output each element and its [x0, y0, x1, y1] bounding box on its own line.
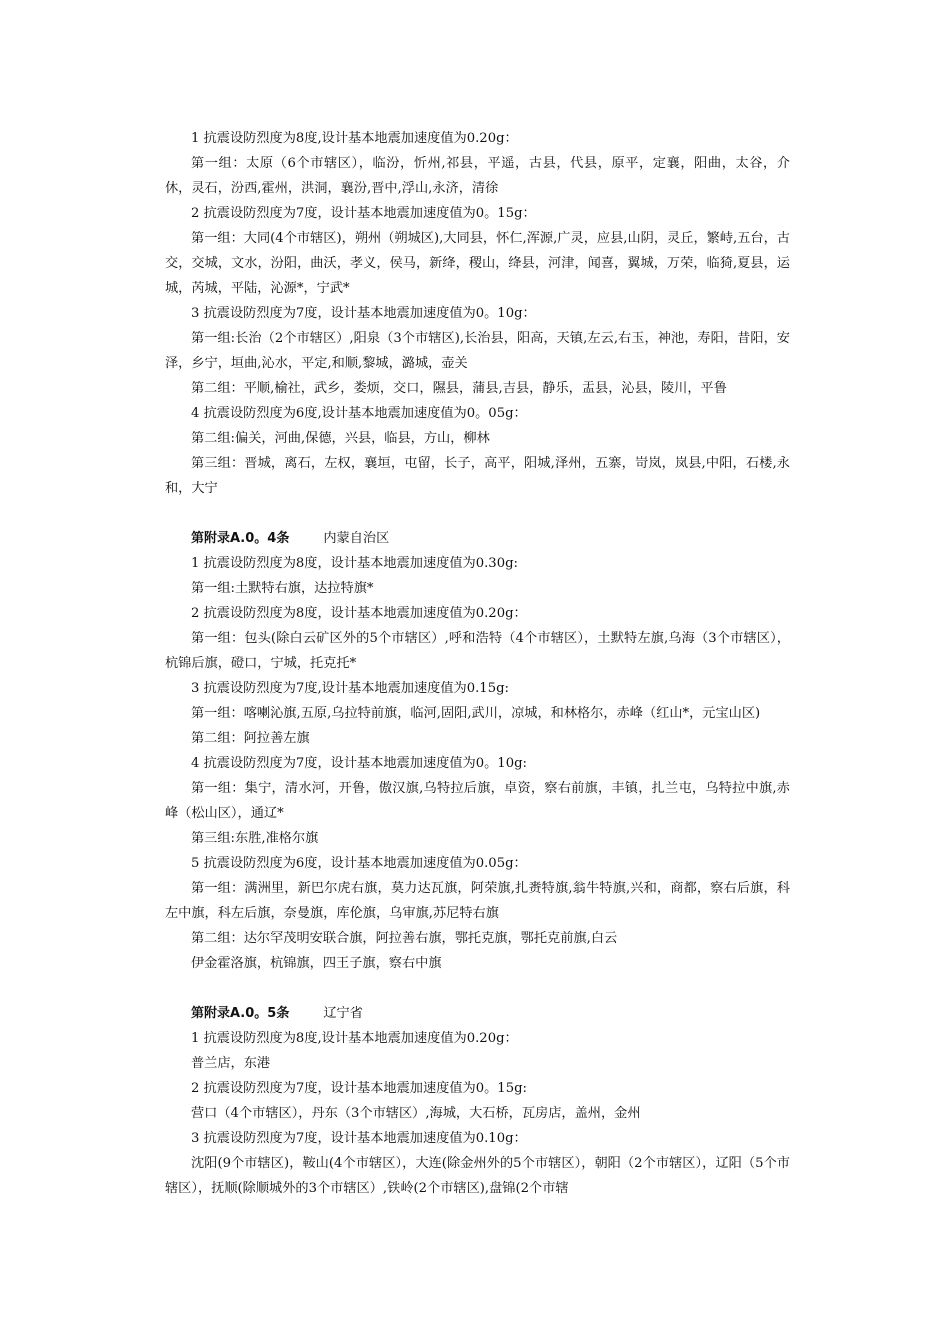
group-line: 第一组：太原（6个市辖区），临汾，忻州,祁县，平遥，古县，代县，原平，定襄，阳曲，太谷，介休，灵石，汾西,霍州，洪洞，襄汾,晋中,浮山,永济，清徐 — [165, 156, 790, 196]
section-spacer — [165, 501, 790, 526]
group-line: 第二组:偏关，河曲,保德，兴县，临县，方山，柳林 — [191, 431, 490, 446]
intensity-line: 5 抗震设防烈度为6度，设计基本地震加速度值为0.05g： — [191, 856, 527, 871]
intensity-line: 3 抗震设防烈度为7度，设计基本地震加速度值为0。10g： — [191, 306, 536, 321]
region-title: 辽宁省 — [323, 1006, 363, 1021]
group-line: 第一组:土默特右旗，达拉特旗* — [191, 581, 374, 596]
section-liaoning — [165, 1001, 790, 1201]
group-line: 第一组：包头(除白云矿区外的5个市辖区）,呼和浩特（4个市辖区），土默特左旗,乌海（3个市辖区），杭锦后旗，磴口，宁城，托克托* — [165, 631, 790, 671]
section-spacer — [165, 976, 790, 1001]
intensity-line: 4 抗震设防烈度为7度，设计基本地震加速度值为0。10g: — [191, 756, 527, 771]
group-line: 第二组：达尔罕茂明安联合旗，阿拉善右旗，鄂托克旗，鄂托克前旗,白云 — [191, 931, 618, 946]
intensity-line: 2 抗震设防烈度为8度，设计基本地震加速度值为0.20g： — [191, 606, 527, 621]
appendix-clause-label: 第附录A.0。4条 — [191, 531, 290, 546]
intensity-line: 2 抗震设防烈度为7度，设计基本地震加速度值为0。15g: — [191, 1081, 527, 1096]
section-heading — [165, 1001, 790, 1026]
intensity-line: 1 抗震设防烈度为8度，设计基本地震加速度值为0.30g: — [191, 556, 518, 571]
section-heading — [165, 526, 790, 551]
intensity-line: 3 抗震设防烈度为7度，设计基本地震加速度值为0.10g： — [191, 1131, 527, 1146]
city-line: 营口（4个市辖区），丹东（3个市辖区）,海城，大石桥，瓦房店，盖州，金州 — [191, 1106, 641, 1121]
intensity-line: 1 抗震设防烈度为8度,设计基本地震加速度值为0.20g： — [191, 1031, 518, 1046]
group-line: 第一组：集宁，清水河，开鲁，傲汉旗,乌特拉后旗，卓资，察右前旗，丰镇，扎兰屯，乌特拉中旗,赤峰（松山区），通辽* — [165, 781, 790, 821]
group-line: 第一组：满洲里，新巴尔虎右旗，莫力达瓦旗，阿荣旗,扎赉特旗,翁牛特旗,兴和，商都，察右后旗，科左中旗，科左后旗，奈曼旗，库伦旗，乌审旗,苏尼特右旗 — [165, 881, 790, 921]
intensity-line: 1 抗震设防烈度为8度,设计基本地震加速度值为0.20g： — [191, 131, 518, 146]
group-line: 第一组:长治（2个市辖区）,阳泉（3个市辖区),长治县，阳高，天镇,左云,右玉，神池，寿阳，昔阳，安泽，乡宁，垣曲,沁水，平定,和顺,黎城，潞城，壶关 — [165, 331, 790, 371]
intensity-line: 2 抗震设防烈度为7度，设计基本地震加速度值为0。15g： — [191, 206, 536, 221]
intensity-line: 4 抗震设防烈度为6度,设计基本地震加速度值为0。05g： — [191, 406, 527, 421]
group-line: 第一组：大同(4个市辖区)，朔州（朔城区),大同县，怀仁,浑源,广灵，应县,山阴，灵丘，繁峙,五台，古交，交城，文水，汾阳，曲沃，孝义，侯马，新绛，稷山，绛县，河津，闻喜，翼城，万荣，临猗,夏县，运城，芮城，平陆，沁源*，宁武* — [165, 231, 790, 296]
group-line: 第三组：晋城，离石，左权，襄垣，屯留，长子，高平，阳城,泽州，五寨，岢岚，岚县,中阳，石楼,永和，大宁 — [165, 456, 790, 496]
group-line: 第一组：喀喇沁旗,五原,乌拉特前旗，临河,固阳,武川，凉城，和林格尔，赤峰（红山*，元宝山区) — [191, 706, 761, 721]
group-line: 第三组:东胜,准格尔旗 — [191, 831, 319, 846]
document-page — [165, 126, 790, 1201]
section-shanxi — [165, 126, 790, 501]
city-line: 沈阳(9个市辖区)，鞍山(4个市辖区），大连(除金州外的5个市辖区），朝阳（2个市辖区），辽阳（5个市辖区），抚顺(除顺城外的3个市辖区）,铁岭(2个市辖区),盘锦(2个市辖 — [165, 1156, 790, 1196]
intensity-line: 3 抗震设防烈度为7度,设计基本地震加速度值为0.15g: — [191, 681, 509, 696]
appendix-clause-label: 第附录A.0。5条 — [191, 1006, 290, 1021]
group-line: 伊金霍洛旗，杭锦旗，四王子旗，察右中旗 — [191, 956, 442, 971]
section-neimenggu — [165, 526, 790, 976]
city-line: 普兰店，东港 — [191, 1056, 271, 1071]
group-line: 第二组：平顺,榆社，武乡，娄烦，交口，隰县，蒲县,吉县，静乐，盂县，沁县，陵川，平鲁 — [191, 381, 727, 396]
group-line: 第二组：阿拉善左旗 — [191, 731, 310, 746]
region-title: 内蒙自治区 — [323, 531, 390, 546]
